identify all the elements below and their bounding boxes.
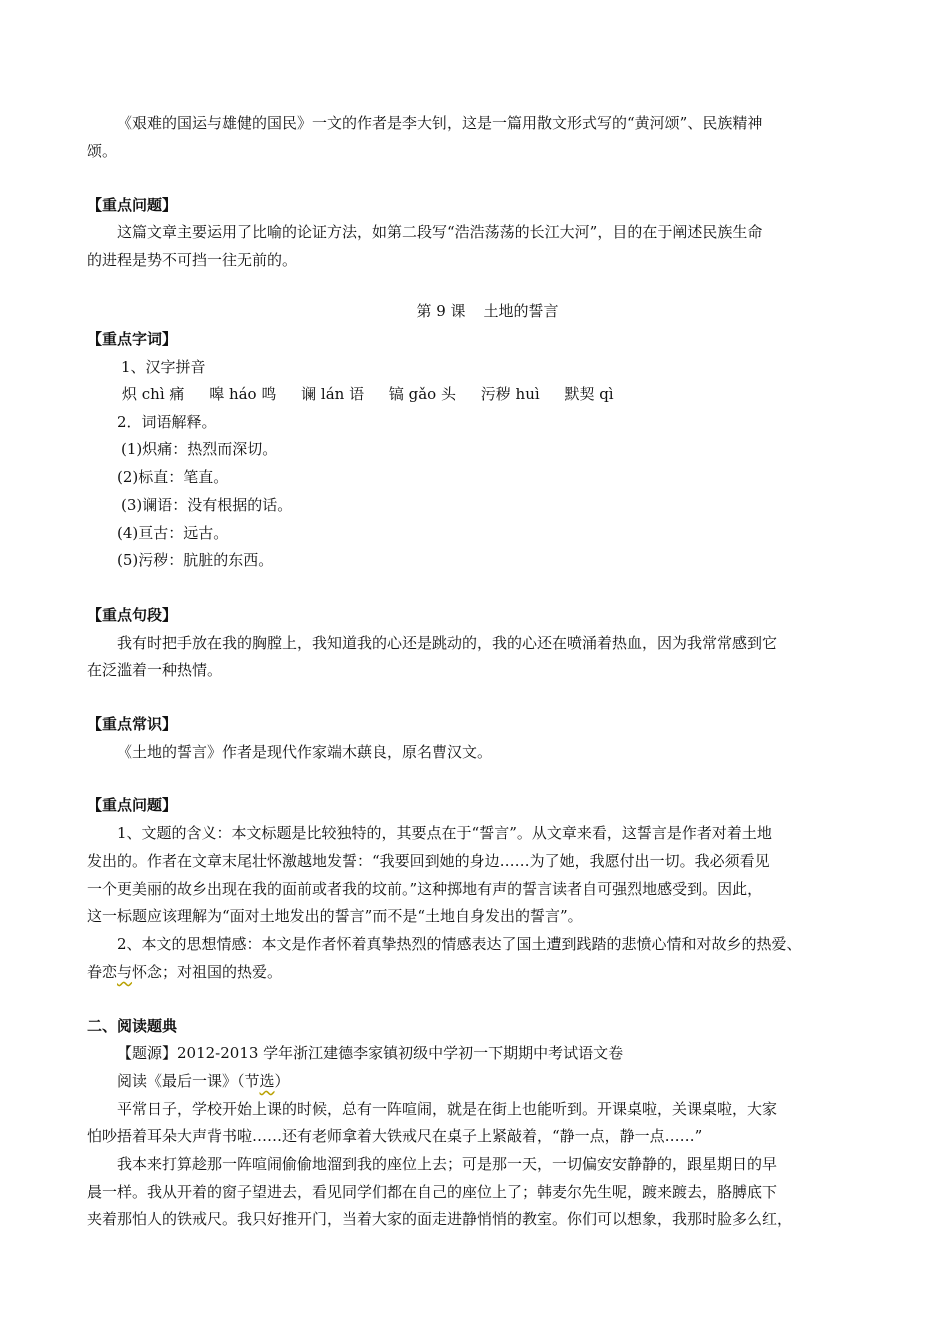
text-run: 怀念；对祖国的热爱。	[132, 963, 283, 981]
reading-paragraph-line: 平常日子，学校开始上课的时候，总有一阵喧闹，就是在街上也能听到。开课桌啦，关课桌啦，大家	[117, 1100, 778, 1118]
question-paragraph-line	[87, 962, 282, 982]
lesson-number: 第 9 课	[416, 302, 466, 320]
marked-text: 与	[117, 963, 133, 981]
question-line-1: 这篇文章主要运用了比喻的论证方法，如第二段写“浩浩荡荡的长江大河”，目的在于阐述民族生命	[117, 223, 763, 241]
pinyin-item: 污秽 huì	[480, 385, 540, 403]
question-paragraph-line: 1、文题的含义：本文标题是比较独特的，其要点在于“誓言”。从文章来看，这誓言是作者对着土地	[117, 824, 772, 842]
text-run: ）	[274, 1072, 290, 1090]
definition-item: (5)污秽：肮脏的东西。	[117, 551, 274, 569]
lesson-name: 土地的誓言	[483, 302, 559, 320]
question-paragraph-line: 这一标题应该理解为“面对土地发出的誓言”而不是“土地自身发出的誓言”。	[87, 907, 583, 925]
sentence-line-1: 我有时把手放在我的胸膛上，我知道我的心还是跳动的，我的心还在喷涌着热血，因为我常常感到它	[117, 634, 778, 652]
definition-item: (1)炽痛：热烈而深切。	[121, 440, 278, 458]
section-heading-key-questions-2: 【重点问题】	[87, 796, 178, 814]
definition-item: (2)标直：笔直。	[117, 468, 229, 486]
pinyin-heading: 1、汉字拼音	[121, 358, 206, 376]
pinyin-item: 默契 qì	[564, 385, 614, 403]
text-run: 阅读《最后一课》（节	[117, 1072, 260, 1090]
lesson-title	[0, 301, 950, 321]
definition-item: (3)谰语：没有根据的话。	[121, 496, 293, 514]
reading-paragraph-line: 夹着那怕人的铁戒尺。我只好推开门，当着大家的面走进静悄悄的教室。你们可以想象，我那时脸多么红，	[87, 1210, 793, 1228]
reading-source: 【题源】2012-2013 学年浙江建德李家镇初级中学初一下期期中考试语文卷	[117, 1044, 624, 1062]
intro-line-1: 《艰难的国运与雄健的国民》一文的作者是李大钊，这是一篇用散文形式写的“黄河颂”、民族精神	[117, 114, 763, 132]
section-heading-key-question: 【重点问题】	[87, 196, 178, 214]
definition-item: (4)亘古：远古。	[117, 524, 229, 542]
pinyin-item: 谰 lán 语	[301, 385, 365, 403]
marked-text: 选	[259, 1072, 275, 1090]
pinyin-item: 炽 chì 痛	[122, 385, 185, 403]
section-heading-key-words: 【重点字词】	[87, 330, 178, 348]
question-line-2: 的进程是势不可挡一往无前的。	[87, 251, 298, 269]
reading-paragraph-line: 怕吵捂着耳朵大声背书啦……还有老师拿着大铁戒尺在桌子上紧敲着，“静一点，静一点……”	[87, 1127, 703, 1145]
reading-intro	[117, 1071, 290, 1091]
question-paragraph-line: 一个更美丽的故乡出现在我的面前或者我的坟前。”这种掷地有声的誓言读者自可强烈地感受到。因此，	[87, 880, 763, 898]
question-paragraph-line: 2、本文的思想情感：本文是作者怀着真挚热烈的情感表达了国土遭到践踏的悲愤心情和对故乡的热爱、	[117, 935, 802, 953]
intro-line-2: 颂。	[87, 142, 118, 160]
reading-paragraph-line: 晨一样。我从开着的窗子望进去，看见同学们都在自己的座位上了；韩麦尔先生呢，踱来踱去，胳膊底下	[87, 1183, 778, 1201]
reading-paragraph-line: 我本来打算趁那一阵喧闹偷偷地溜到我的座位上去；可是那一天，一切偏安安静静的，跟星期日的早	[117, 1155, 778, 1173]
pinyin-list	[122, 384, 614, 404]
question-paragraph-line: 发出的。作者在文章末尾壮怀激越地发誓：“我要回到她的身边……为了她，我愿付出一切。我必须看见	[87, 852, 770, 870]
definition-heading: 2．词语解释。	[117, 413, 217, 431]
knowledge-line-1: 《土地的誓言》作者是现代作家端木蕻良，原名曹汉文。	[117, 743, 493, 761]
sentence-line-2: 在泛滥着一种热情。	[87, 661, 223, 679]
reading-section-heading: 二、阅读题典	[87, 1017, 178, 1035]
pinyin-item: 镐 gǎo 头	[388, 385, 456, 403]
section-heading-key-knowledge: 【重点常识】	[87, 715, 178, 733]
text-run: 眷恋	[87, 963, 118, 981]
section-heading-key-sentences: 【重点句段】	[87, 606, 178, 624]
pinyin-item: 嗥 háo 鸣	[209, 385, 277, 403]
